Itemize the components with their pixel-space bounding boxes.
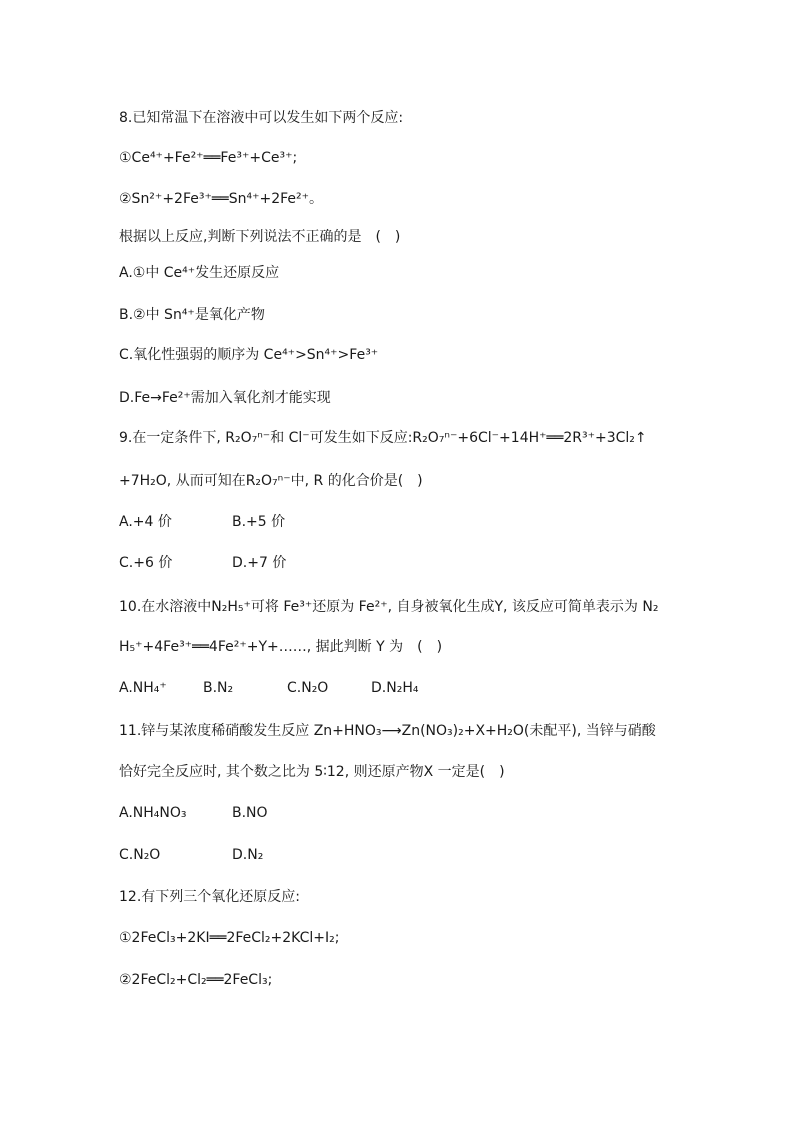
q10-line-1: 10.在水溶液中N₂H₅⁺可将 Fe³⁺还原为 Fe²⁺, 自身被氧化生成Y, 该反应可简单表示为 N₂ (119, 599, 659, 615)
q11-option-b: B.NO (232, 805, 268, 821)
q12-reaction-1: ①2FeCl₃+2KI══2FeCl₂+2KCl+I₂; (119, 930, 340, 946)
q10-option-c: C.N₂O (287, 680, 329, 696)
q8-stem: 8.已知常温下在溶液中可以发生如下两个反应: (119, 110, 404, 126)
q12-stem: 12.有下列三个氧化还原反应: (119, 889, 300, 905)
q11-line-2: 恰好完全反应时, 其个数之比为 5∶12, 则还原产物X 一定是( ) (119, 764, 505, 780)
q11-option-a: A.NH₄NO₃ (119, 805, 187, 821)
q11-option-c: C.N₂O (119, 847, 161, 863)
q11-line-1: 11.锌与某浓度稀硝酸发生反应 Zn+HNO₃⟶Zn(NO₃)₂+X+H₂O(未配平), 当锌与硝酸 (119, 723, 656, 739)
q8-option-c: C.氧化性强弱的顺序为 Ce⁴⁺>Sn⁴⁺>Fe³⁺ (119, 347, 379, 363)
q10-line-2: H₅⁺+4Fe³⁺══4Fe²⁺+Y+……, 据此判断 Y 为 ( ) (119, 639, 443, 655)
q8-option-b: B.②中 Sn⁴⁺是氧化产物 (119, 307, 265, 323)
q12-reaction-2: ②2FeCl₂+Cl₂══2FeCl₃; (119, 972, 273, 988)
q9-option-a: A.+4 价 (119, 514, 172, 530)
q8-option-d: D.Fe→Fe²⁺需加入氧化剂才能实现 (119, 390, 331, 406)
q8-reaction-2: ②Sn²⁺+2Fe³⁺══Sn⁴⁺+2Fe²⁺。 (119, 191, 324, 207)
q9-option-d: D.+7 价 (232, 555, 287, 571)
q10-option-d: D.N₂H₄ (371, 680, 419, 696)
q8-option-a: A.①中 Ce⁴⁺发生还原反应 (119, 265, 280, 281)
q8-question: 根据以上反应,判断下列说法不正确的是 ( ) (119, 229, 401, 245)
q10-option-b: B.N₂ (203, 680, 234, 696)
q8-reaction-1: ①Ce⁴⁺+Fe²⁺══Fe³⁺+Ce³⁺; (119, 150, 298, 166)
q10-option-a: A.NH₄⁺ (119, 680, 167, 696)
q9-option-b: B.+5 价 (232, 514, 286, 530)
q9-option-c: C.+6 价 (119, 555, 173, 571)
q9-line-2: +7H₂O, 从而可知在R₂O₇ⁿ⁻中, R 的化合价是( ) (119, 473, 423, 489)
q11-option-d: D.N₂ (232, 847, 264, 863)
q9-line-1: 9.在一定条件下, R₂O₇ⁿ⁻和 Cl⁻可发生如下反应:R₂O₇ⁿ⁻+6Cl⁻+14H⁺══2R³⁺+3Cl₂↑ (119, 430, 647, 446)
